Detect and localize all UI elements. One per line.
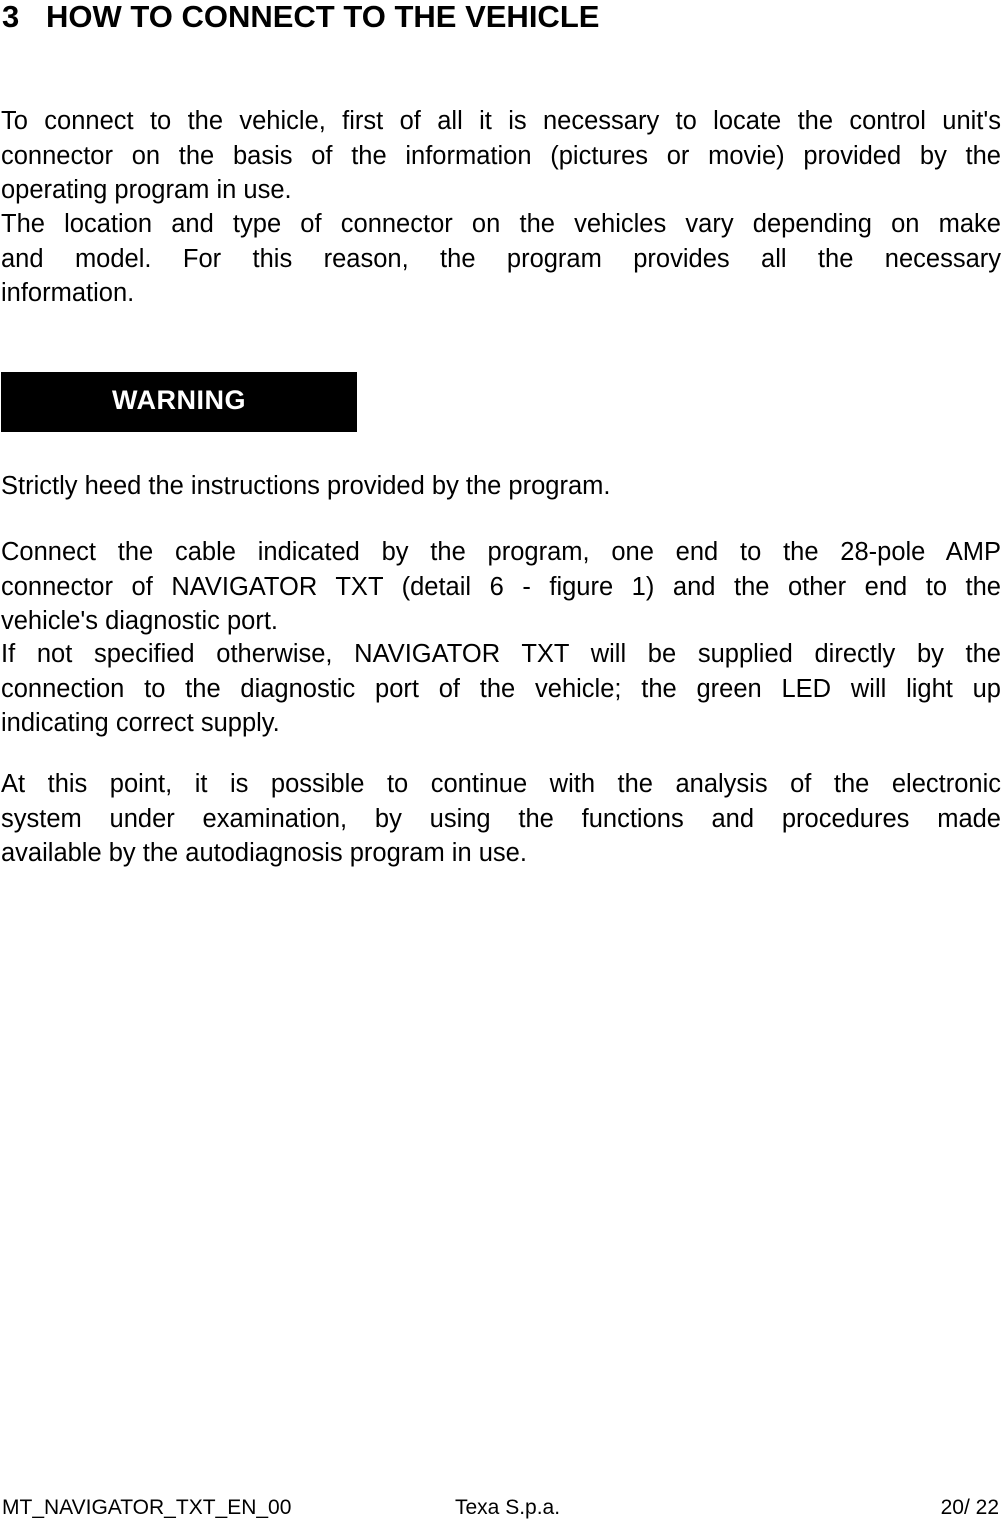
text-line: vehicle's diagnostic port. [1,607,279,635]
footer-document-code: MT_NAVIGATOR_TXT_EN_00 [2,1496,292,1519]
text-line: connector of NAVIGATOR TXT (detail 6 - figure 1) and the other end to the [1,572,1001,601]
body-paragraph-2 [1,535,1001,639]
intro-paragraph-1 [1,104,1001,208]
text-line: operating program in use. [1,176,292,204]
intro-paragraph-2 [1,207,1001,311]
text-line: available by the autodiagnosis program in use. [1,839,527,867]
text-line: indicating correct supply. [1,709,280,737]
text-line: If not specified otherwise, NAVIGATOR TXT will be supplied directly by the [1,640,1001,668]
text-line: To connect to the vehicle, first of all it is necessary to locate the control unit's [1,107,1001,135]
body-paragraph-4 [1,767,1001,871]
body-paragraph-1 [1,469,1001,504]
section-title: HOW TO CONNECT TO THE VEHICLE [46,0,600,34]
footer-company: Texa S.p.a. [455,1496,561,1519]
text-line: Connect the cable indicated by the program, one end to the 28-pole AMP [1,538,1001,566]
text-line: and model. For this reason, the program provides all the necessary [1,244,1001,273]
text-line: Strictly heed the instructions provided by the program. [1,472,611,500]
warning-label: WARNING [112,385,246,415]
text-line: The location and type of connector on the vehicles vary depending on make [1,210,1001,238]
text-line: connector on the basis of the information (pictures or movie) provided by the [1,141,1001,170]
section-number: 3 [2,0,20,34]
warning-box [1,372,357,432]
text-line: connection to the diagnostic port of the vehicle; the green LED will light up [1,674,1001,703]
section-heading [2,0,992,36]
text-line: information. [1,279,135,307]
text-line: system under examination, by using the functions and procedures made [1,804,1001,833]
footer-page-number: 20/ 22 [940,1496,999,1519]
text-line: At this point, it is possible to continue with the analysis of the electronic [1,770,1001,798]
body-paragraph-3 [1,637,1001,741]
